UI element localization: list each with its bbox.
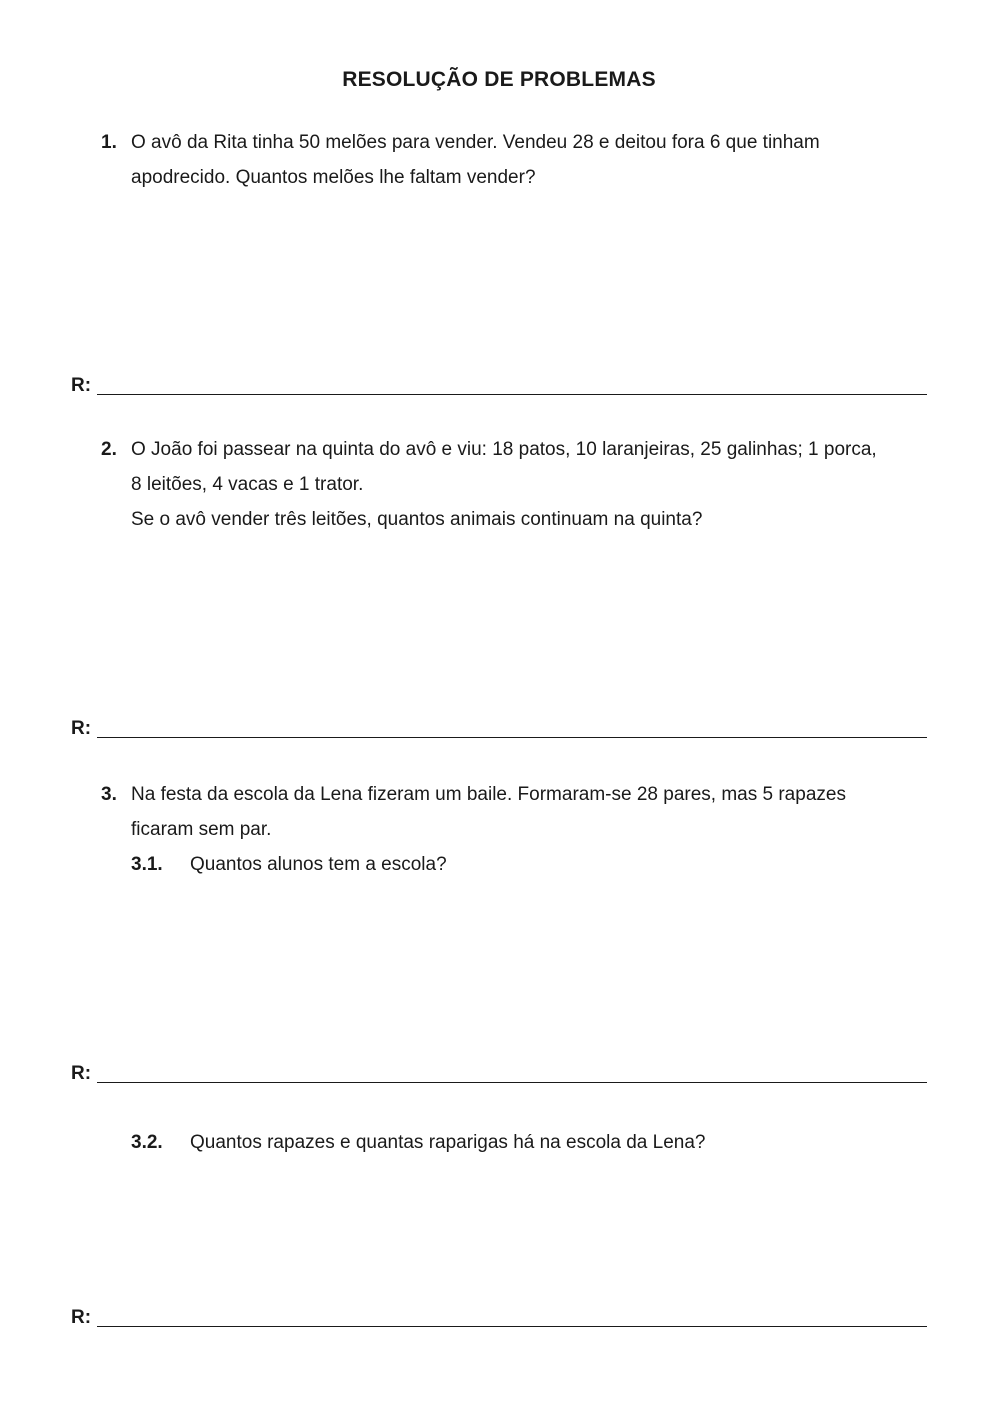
answer-line-3-2[interactable] <box>71 1307 927 1329</box>
answer-underline <box>97 394 927 395</box>
answer-label: R: <box>71 718 92 739</box>
subquestion-text: Quantos alunos tem a escola? <box>190 854 447 875</box>
answer-underline <box>97 1326 927 1327</box>
problem-text-line: Se o avô vender três leitões, quantos animais continuam na quinta? <box>131 509 703 530</box>
answer-underline <box>97 737 927 738</box>
answer-underline <box>97 1082 927 1083</box>
answer-label: R: <box>71 1063 92 1084</box>
problem-text-line: Na festa da escola da Lena fizeram um baile. Formaram-se 28 pares, mas 5 rapazes <box>131 784 846 805</box>
subquestion-number: 3.2. <box>131 1132 163 1153</box>
answer-line-3-1[interactable] <box>71 1063 927 1085</box>
problem-text-line: O João foi passear na quinta do avô e viu: 18 patos, 10 laranjeiras, 25 galinhas; 1 porca, <box>131 439 877 460</box>
answer-line-2[interactable] <box>71 718 927 740</box>
page-title: RESOLUÇÃO DE PROBLEMAS <box>342 68 656 91</box>
problem-text-line: O avô da Rita tinha 50 melões para vender. Vendeu 28 e deitou fora 6 que tinham <box>131 132 820 153</box>
answer-label: R: <box>71 1307 92 1328</box>
subquestion-text: Quantos rapazes e quantas raparigas há na escola da Lena? <box>190 1132 706 1153</box>
problem-text-line: apodrecido. Quantos melões lhe faltam vender? <box>131 167 536 188</box>
problem-text-line: ficaram sem par. <box>131 819 272 840</box>
problem-number: 2. <box>101 439 117 460</box>
problem-text-line: 8 leitões, 4 vacas e 1 trator. <box>131 474 364 495</box>
problem-number: 1. <box>101 132 117 153</box>
problem-number: 3. <box>101 784 117 805</box>
answer-label: R: <box>71 375 92 396</box>
answer-line-1[interactable] <box>71 375 927 397</box>
subquestion-number: 3.1. <box>131 854 163 875</box>
